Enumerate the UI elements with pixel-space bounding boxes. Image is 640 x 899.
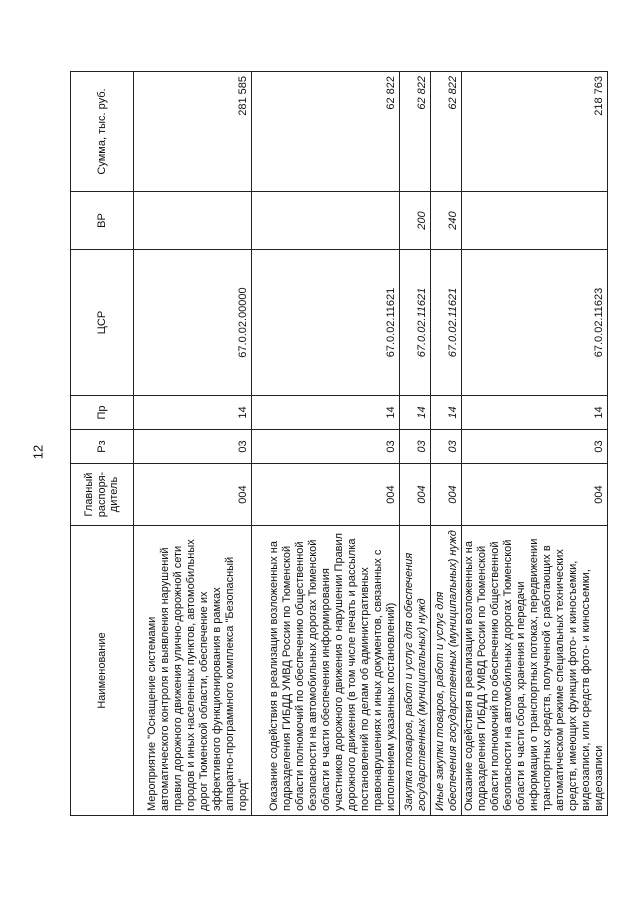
row-vr (134, 192, 252, 250)
row-csr: 67.0.02.00000 (134, 250, 252, 396)
table-row (462, 72, 608, 816)
table-header-row (71, 72, 134, 816)
table-row (252, 72, 400, 816)
row-admin: 004 (431, 464, 462, 526)
row-name: Закупка товаров, работ и услуг для обеспечения государственных (муниципальных) нужд (400, 526, 431, 816)
row-pr: 14 (134, 396, 252, 430)
row-vr (462, 192, 608, 250)
row-sum: 62 822 (400, 72, 431, 192)
row-rz: 03 (134, 430, 252, 464)
header-admin: Главный распоря-дитель (71, 464, 134, 526)
row-pr: 14 (462, 396, 608, 430)
row-csr: 67.0.02.11621 (431, 250, 462, 396)
row-sum: 281 585 (134, 72, 252, 192)
row-name: Мероприятие "Оснащение системами автоматического контроля и выявления нарушений правил дорожного движения улично-дорожной сети городов и иных населенных пунктов, автомобильных дорог Тюменской области, обеспечение их эффективного функционирования в рамках аппаратно-программного комплекса "Безопасный город" (134, 526, 252, 816)
row-admin: 004 (400, 464, 431, 526)
header-csr: ЦСР (71, 250, 134, 396)
row-rz: 03 (400, 430, 431, 464)
row-vr: 240 (431, 192, 462, 250)
header-sum: Сумма, тыс. руб. (71, 72, 134, 192)
row-sum: 218 763 (462, 72, 608, 192)
table-row (400, 72, 431, 816)
rotated-document-container (70, 72, 605, 816)
row-sum: 62 822 (252, 72, 400, 192)
row-rz: 03 (462, 430, 608, 464)
header-pr: Пр (71, 396, 134, 430)
row-csr: 67.0.02.11623 (462, 250, 608, 396)
row-name: Оказание содействия в реализации возложенных на подразделения ГИБДД УМВД России по Тюменской области полномочий по обеспечению общественной безопасности на автомобильных дорогах Тюменской области в части сбора, хранения и передачи информации о транспортных потоках, передвижении транспортных средств, полученной с работающих в автоматическом режиме специальных технических средств, имеющих функции фото- и киносъемки, видеозаписи, или средств фото- и киносъемки, видеозаписи (462, 526, 608, 816)
row-admin: 004 (462, 464, 608, 526)
row-vr: 200 (400, 192, 431, 250)
row-admin: 004 (134, 464, 252, 526)
row-admin: 004 (252, 464, 400, 526)
row-pr: 14 (400, 396, 431, 430)
table-row (134, 72, 252, 816)
row-name: Оказание содействия в реализации возложенных на подразделения ГИБДД УМВД России по Тюменской области полномочий по обеспечению общественной безопасности на автомобильных дорогах Тюменской области в части обеспечения информирования участников дорожного движения о нарушении Правил дорожного движения (в том числе печать и рассылка постановлений по делам об административных правонарушениях и иных документов, связанных с исполнением указанных постановлений) (252, 526, 400, 816)
header-vr: ВР (71, 192, 134, 250)
row-pr: 14 (431, 396, 462, 430)
row-vr (252, 192, 400, 250)
row-pr: 14 (252, 396, 400, 430)
row-sum: 62 822 (431, 72, 462, 192)
row-csr: 67.0.02.11621 (400, 250, 431, 396)
row-rz: 03 (431, 430, 462, 464)
budget-table (70, 71, 608, 816)
page-number: 12 (30, 444, 46, 460)
row-name: Иные закупки товаров, работ и услуг для обеспечения государственных (муниципальных) нужд (431, 526, 462, 816)
table-row (431, 72, 462, 816)
row-csr: 67.0.02.11621 (252, 250, 400, 396)
header-rz: Рз (71, 430, 134, 464)
row-rz: 03 (252, 430, 400, 464)
header-name: Наименование (71, 526, 134, 816)
